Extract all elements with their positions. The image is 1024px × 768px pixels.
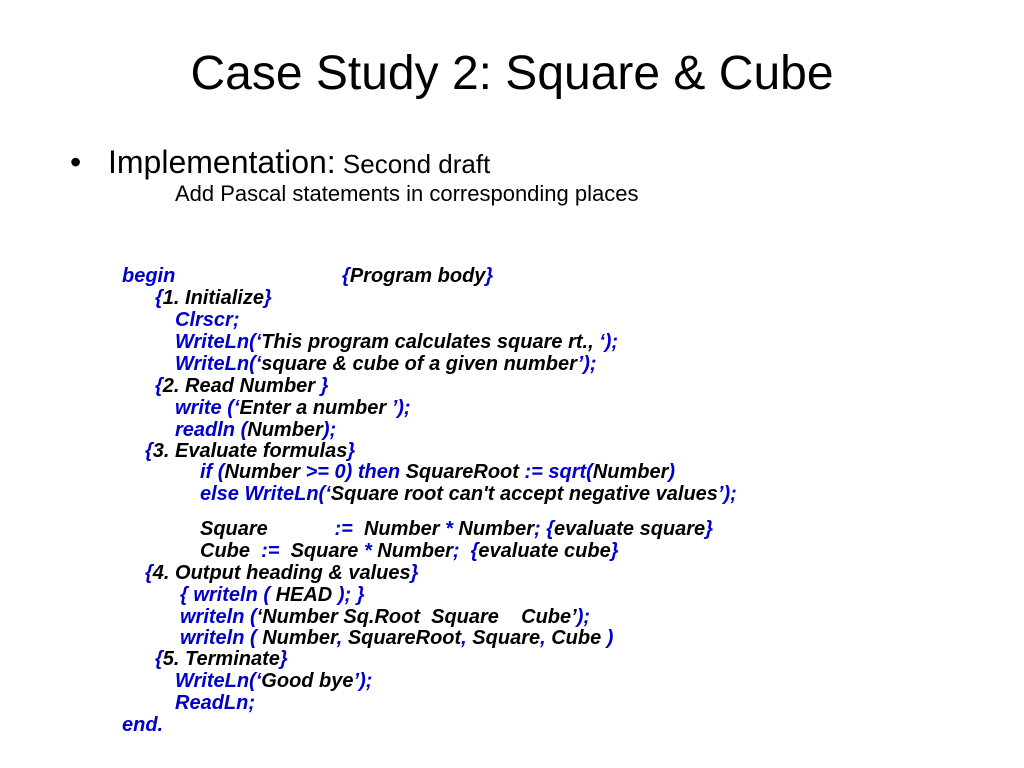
code-line: [200, 483, 737, 505]
code-token: ,: [336, 627, 348, 649]
code-line: [175, 692, 255, 714]
code-token: evaluate square: [553, 518, 706, 540]
code-line: [175, 670, 372, 692]
code-token: }: [320, 375, 329, 397]
code-token: }: [485, 265, 494, 287]
code-token: SquareRoot: [405, 461, 525, 483]
code-token: }: [705, 518, 713, 540]
code-token: }: [610, 540, 619, 562]
code-token: readln (: [175, 419, 248, 441]
code-token: ,: [540, 627, 552, 649]
code-token: );: [322, 419, 337, 441]
code-token: { writeln (: [180, 584, 276, 606]
code-line: [200, 540, 619, 562]
code-token: }: [279, 648, 288, 670]
code-token: Good bye: [261, 670, 354, 692]
code-token: ; {: [452, 540, 479, 562]
code-token: evaluate cube: [478, 540, 611, 562]
code-token: }: [263, 287, 272, 309]
code-line: [180, 584, 364, 606]
code-token: {: [342, 265, 350, 287]
code-token: 3. Evaluate formulas: [152, 440, 348, 462]
code-token: Number: [377, 540, 453, 562]
code-token: WriteLn(‘: [175, 353, 262, 375]
code-token: HEAD: [275, 584, 338, 606]
code-token: {: [145, 562, 153, 584]
code-token: ’);: [577, 353, 597, 375]
code-token: WriteLn(‘: [175, 331, 262, 353]
code-token: Enter a number: [239, 397, 392, 419]
code-line: [175, 331, 618, 353]
code-line: [122, 265, 493, 287]
code-token: ): [668, 461, 676, 483]
code-token: ; {: [533, 518, 554, 540]
code-line: [200, 518, 713, 540]
code-token: begin: [122, 265, 176, 287]
code-token: if (: [200, 461, 225, 483]
code-token: {: [155, 375, 163, 397]
subheading: Add Pascal statements in corresponding places: [175, 181, 639, 206]
code-token: Clrscr;: [175, 309, 240, 331]
code-token: Number: [363, 518, 446, 540]
code-token: SquareRoot: [347, 627, 462, 649]
code-token: Square root can't accept negative values: [330, 483, 718, 505]
code-token: Square: [200, 518, 335, 540]
code-token: ); }: [337, 584, 365, 606]
code-token: {: [155, 287, 163, 309]
code-token: write (‘: [175, 397, 240, 419]
code-token: *: [363, 540, 378, 562]
code-token: :=: [261, 540, 291, 562]
code-line: [145, 440, 355, 462]
code-token: writeln (: [180, 627, 263, 649]
code-token: Cube: [551, 627, 607, 649]
bullet-main-text: Implementation:: [108, 144, 336, 180]
code-line: [175, 353, 597, 375]
code-token: }: [410, 562, 419, 584]
code-token: ): [606, 627, 614, 649]
code-token: {: [155, 648, 163, 670]
code-line: [155, 375, 328, 397]
code-token: writeln (: [180, 606, 257, 628]
code-line: [180, 627, 613, 649]
code-token: {: [145, 440, 153, 462]
code-token: ,: [461, 627, 473, 649]
code-token: ’);: [353, 670, 373, 692]
code-token: Number: [458, 518, 534, 540]
code-token: Program body: [349, 265, 486, 287]
code-line: [155, 287, 272, 309]
bullet-implementation: [70, 142, 490, 184]
code-token: This program calculates square rt.,: [261, 331, 600, 353]
code-token: WriteLn(‘: [175, 670, 262, 692]
code-line: [122, 714, 163, 736]
code-token: Number: [224, 461, 306, 483]
code-token: Square: [290, 540, 364, 562]
code-line: [175, 309, 239, 331]
code-token: *: [445, 518, 459, 540]
bullet-sub-text: Second draft: [335, 149, 491, 179]
code-token: Cube: [200, 540, 262, 562]
code-token: >= 0) then: [305, 461, 406, 483]
code-token: := sqrt(: [524, 461, 593, 483]
code-token: 2. Read Number: [162, 375, 321, 397]
code-token: ’);: [717, 483, 737, 505]
code-token: square & cube of a given number: [261, 353, 578, 375]
code-token: Number: [262, 627, 337, 649]
code-token: 5. Terminate: [162, 648, 280, 670]
code-token: Number: [247, 419, 323, 441]
code-token: [175, 265, 342, 287]
code-token: ReadLn;: [175, 692, 255, 714]
code-line: [200, 461, 675, 483]
code-line: [155, 648, 288, 670]
code-line: [145, 562, 418, 584]
code-token: 4. Output heading & values: [152, 562, 411, 584]
code-line: [175, 419, 336, 441]
bullet-dot-icon: •: [70, 144, 82, 180]
code-token: Square: [472, 627, 541, 649]
code-token: Number: [592, 461, 669, 483]
code-token: );: [576, 606, 591, 628]
code-token: 1. Initialize: [162, 287, 264, 309]
slide-title: Case Study 2: Square & Cube: [190, 47, 834, 100]
code-token: ’);: [391, 397, 411, 419]
code-token: }: [347, 440, 356, 462]
code-line: [175, 397, 411, 419]
code-token: ‘Number Sq.Root Square Cube’: [256, 606, 577, 628]
code-token: else WriteLn(‘: [200, 483, 331, 505]
code-token: :=: [334, 518, 364, 540]
code-token: end.: [122, 714, 164, 736]
code-line: [180, 606, 590, 628]
code-token: ‘);: [599, 331, 619, 353]
